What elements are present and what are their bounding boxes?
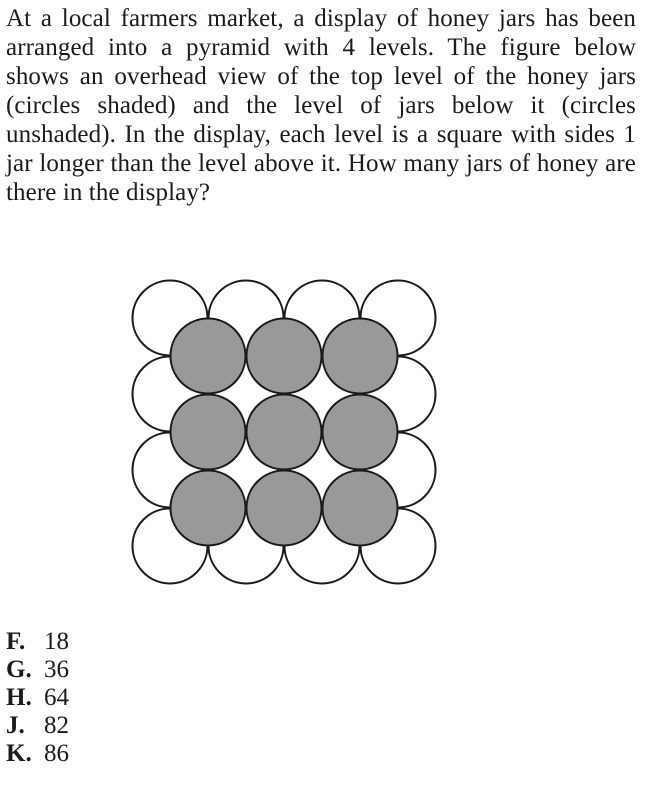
top-level-jars bbox=[171, 319, 398, 546]
choice-letter: H. bbox=[6, 684, 32, 711]
top-jar bbox=[171, 319, 246, 394]
choice-value: 18 bbox=[44, 628, 69, 655]
choice-letter: F. bbox=[6, 628, 26, 655]
top-jar bbox=[323, 395, 398, 470]
choice-value: 82 bbox=[44, 712, 69, 739]
top-jar bbox=[171, 471, 246, 546]
choice-j[interactable] bbox=[6, 712, 69, 740]
choice-g[interactable] bbox=[6, 656, 69, 684]
choice-letter: G. bbox=[6, 656, 32, 683]
honey-jar-figure bbox=[130, 278, 450, 598]
top-jar bbox=[171, 395, 246, 470]
question-text: At a local farmers market, a display of honey jars has been arranged into a pyramid with 4 levels. The figure below shows an overhead view of the top level of the honey jars (circles shaded) and the level of jars below it (circles unshaded). In the display, each level is a square with sides 1 jar longer than the level above it. How many jars of honey are there in the display? bbox=[6, 5, 636, 206]
top-jar bbox=[323, 319, 398, 394]
choice-h[interactable] bbox=[6, 684, 69, 712]
choice-k[interactable] bbox=[6, 740, 69, 768]
choice-value: 86 bbox=[44, 740, 69, 767]
choice-value: 36 bbox=[44, 656, 69, 683]
choice-f[interactable] bbox=[6, 628, 69, 656]
top-jar bbox=[247, 471, 322, 546]
answer-choices bbox=[6, 628, 69, 768]
choice-letter: K. bbox=[6, 740, 32, 767]
choice-letter: J. bbox=[6, 712, 25, 739]
top-jar bbox=[323, 471, 398, 546]
choice-value: 64 bbox=[44, 684, 69, 711]
top-jar bbox=[247, 319, 322, 394]
top-jar bbox=[247, 395, 322, 470]
